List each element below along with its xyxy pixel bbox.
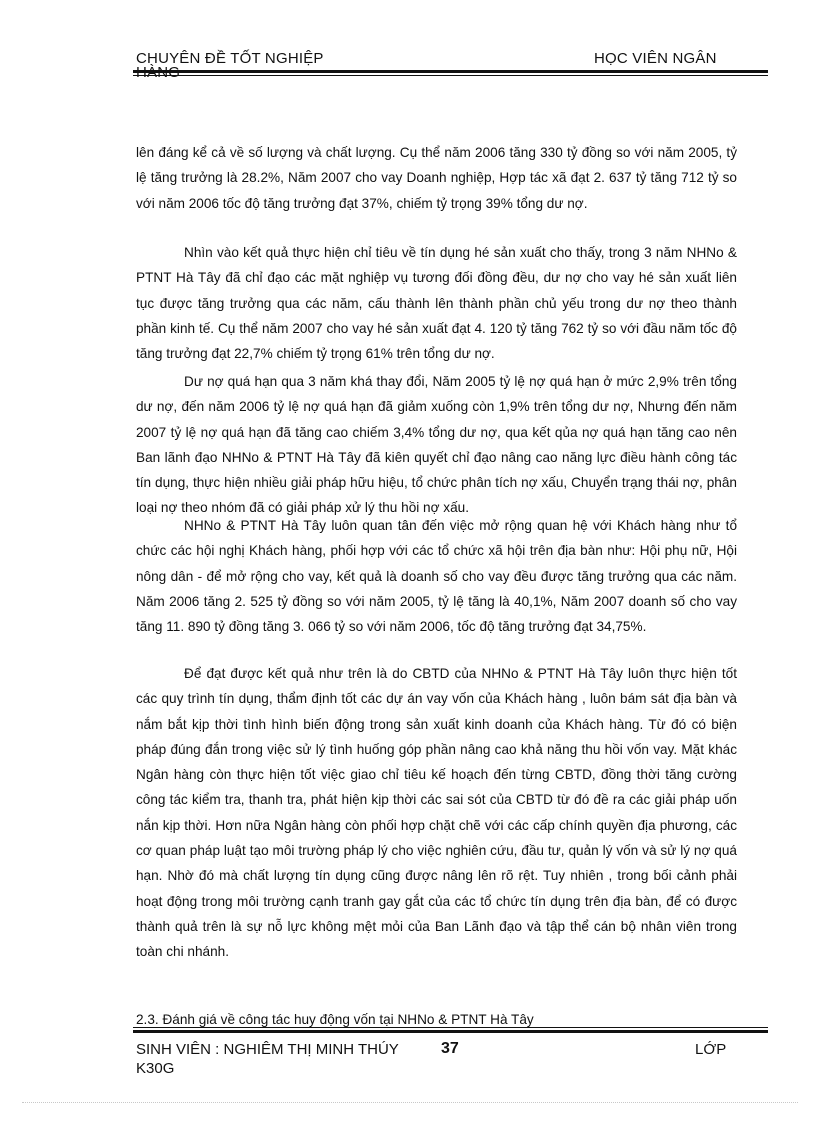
- paragraph-5: Để đạt được kết quả như trên là do CBTD của NHNo & PTNT Hà Tây luôn thực hiện tốt các quy trình tín dụng, thẩm định tốt các dự án vay vốn của Khách hàng , luôn bám sát địa bàn và nắm bắt kịp thời tình hình biến động trong sản xuất kinh doanh của Khách hàng. Từ đó có biện pháp đúng đắn trong việc sử lý tình huống góp phần nâng cao khả năng thu hồi vốn vay. Mặt khác Ngân hàng còn thực hiện tốt việc giao chỉ tiêu kế hoạch đến từng CBTD, đồng thời tăng cường công tác kiểm tra, thanh tra, phát hiện kịp thời các sai sót của CBTD từ đó đề ra các giải pháp uốn nắn kịp thời. Hơn nữa Ngân hàng còn phối hợp chặt chẽ với các cấp chính quyền địa phương, các cơ quan pháp luật tạo môi trường pháp lý cho việc nghiên cứu, đầu tư, quản lý vốn và sử lý nợ quá hạn. Nhờ đó mà chất lượng tín dụng cũng được nâng lên rõ rệt. Tuy nhiên , trong bối cảnh phải hoạt động trong môi trường cạnh tranh gay gắt của các tổ chức tín dụng trên địa bàn, để có được thành quả trên là sự nỗ lực không mệt mỏi của Ban Lãnh đạo và tập thể cán bộ nhân viên trong toàn chi nhánh.: [136, 666, 737, 960]
- footer-student-name: SINH VIÊN : NGHIÊM THỊ MINH THÚY: [136, 1041, 399, 1058]
- header-left-title-continued: [136, 66, 180, 80]
- footer-rule-thick: [133, 1030, 768, 1033]
- paragraph-3: Dư nợ quá hạn qua 3 năm khá thay đổi, Năm 2005 tỷ lệ nợ quá hạn ở mức 2,9% trên tổng dư nợ, đến năm 2006 tỷ lệ nợ quá hạn đã giảm xuống còn 1,9% trên tổng dư nợ, Nhưng đến năm 2007 tỷ lệ nợ quá hạn đã tăng cao chiếm 3,4% tổng dư nợ, qua kết qủa nợ quá hạn tăng cao nên Ban lãnh đạo NHNo & PTNT Hà Tây đã kiên quyết chỉ đạo nâng cao năng lực điều hành công tác tín dụng, thực hiện nhiều giải pháp hữu hiệu, tổ chức phân tích nợ xấu, Chuyển trạng thái nợ, phân loại nợ theo nhóm đã có giải pháp xử lý thu hồi nợ xấu.: [136, 374, 737, 516]
- header-right-title: HỌC VIÊN NGÂN: [594, 50, 717, 67]
- footer-rule-thin: [133, 1027, 768, 1028]
- header-rule-thin: [133, 75, 768, 76]
- section-heading: 2.3. Đánh giá về công tác huy động vốn tại NHNo & PTNT Hà Tây: [136, 1012, 534, 1027]
- paragraph-2: Nhìn vào kết quả thực hiện chỉ tiêu về tín dụng hé sản xuất cho thấy, trong 3 năm NHNo & PTNT Hà Tây đã chỉ đạo các mặt nghiệp vụ tương đối đồng đều, dư nợ cho vay hé sản xuất liên tục được tăng trưởng qua các năm, cấu thành lên thành phần chủ yếu trong dư nợ theo thành phần kinh tế. Cụ thể năm 2007 cho vay hé sản xuất đạt 4. 120 tỷ tăng 762 tỷ so với đầu năm tốc độ tăng trưởng đạt 22,7% chiếm tỷ trọng 61% trên tổng dư nợ.: [136, 245, 737, 362]
- paragraph-1: lên đáng kể cả về số lượng và chất lượng. Cụ thể năm 2006 tăng 330 tỷ đồng so với năm 2005, tỷ lệ tăng trưởng là 28.2%, Năm 2007 cho vay Doanh nghiệp, Hợp tác xã đạt 2. 637 tỷ tăng 712 tỷ so với năm 2006 tốc độ tăng trưởng đạt 37%, chiếm tỷ trọng 39% tổng dư nợ.: [136, 145, 737, 211]
- header-left-title: CHUYÊN ĐỀ TỐT NGHIỆP: [136, 50, 324, 67]
- footer-class-code: K30G: [136, 1060, 175, 1077]
- footer-class-label: LỚP: [695, 1041, 727, 1058]
- page-number: 37: [441, 1040, 459, 1057]
- paragraph-4: NHNo & PTNT Hà Tây luôn quan tân đến việc mở rộng quan hệ với Khách hàng như tổ chức các hội nghị Khách hàng, phối hợp với các tổ chức xã hội trên địa bàn như: Hội phụ nữ, Hội nông dân - để mở rộng cho vay, kết quả là doanh số cho vay đều được tăng trưởng qua các năm. Năm 2006 tăng 2. 525 tỷ đồng so với năm 2005, tỷ lệ tăng là 40,1%, Năm 2007 doanh số cho vay tăng 11. 890 tỷ đồng tăng 3. 066 tỷ so với năm 2006, tốc độ tăng trưởng đạt 34,75%.: [136, 518, 737, 635]
- page-bottom-dotted-line: [22, 1102, 798, 1103]
- header-rule-thick: [133, 70, 768, 73]
